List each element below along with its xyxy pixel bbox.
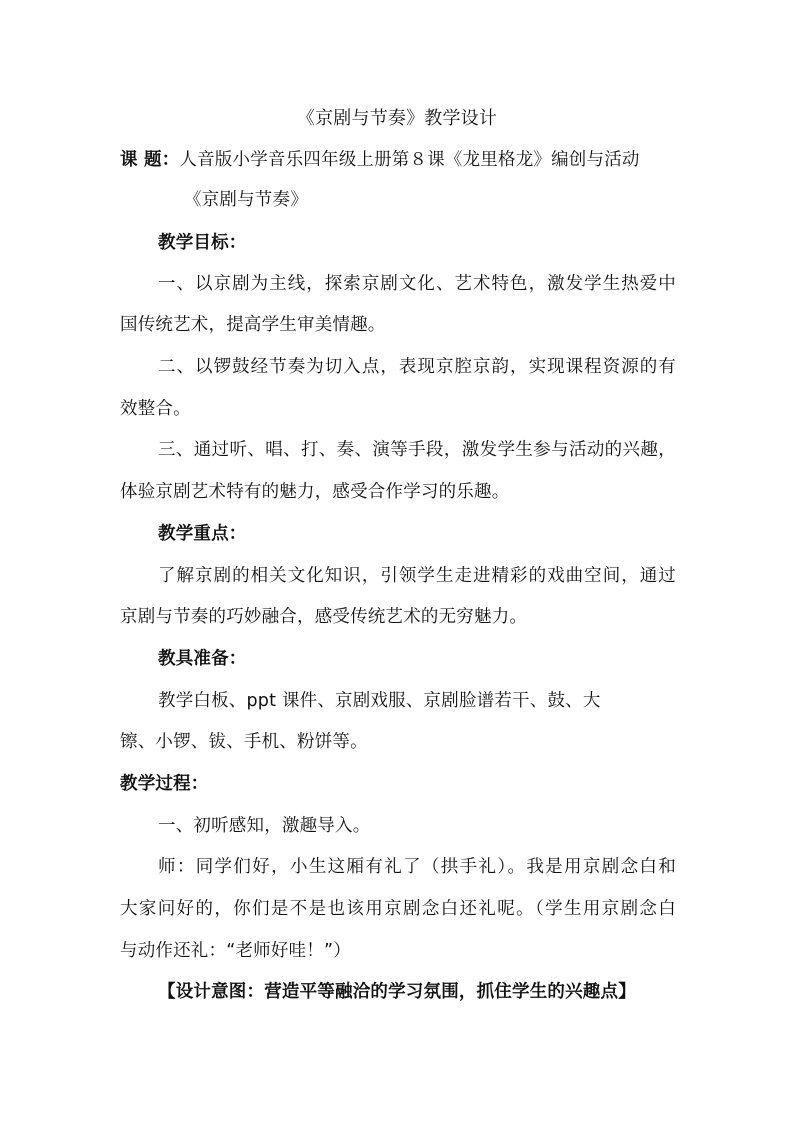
document-title: 《京剧与节奏》教学设计 (296, 108, 498, 129)
goal-3-line-2: 体验京剧艺术特有的魅力，感受合作学习的乐趣。 (120, 482, 510, 502)
goal-3-line-1: 三、通过听、唱、打、奏、演等手段，激发学生参与活动的兴趣， (158, 440, 676, 460)
goals-heading: 教学目标： (158, 233, 247, 253)
topic-text: 人音版小学音乐四年级上册第８课《龙里格龙》编创与活动 (179, 150, 640, 170)
teacher-line-3: 与动作还礼：“老师好哇！”） (120, 941, 351, 961)
teacher-line-1: 师：同学们好，小生这厢有礼了（拱手礼）。我是用京剧念白和 (158, 857, 676, 877)
topic-label: 课 题： (120, 150, 180, 170)
step-1-heading: 一、初听感知，激趣导入。 (158, 816, 371, 836)
goal-2-line-1: 二、以锣鼓经节奏为切入点，表现京腔京韵，实现课程资源的有 (158, 357, 676, 377)
key-points-heading: 教学重点： (158, 524, 247, 544)
teacher-line-2: 大家问好的，你们是不是也该用京剧念白还礼呢。（学生用京剧念白 (120, 899, 676, 919)
design-intent: 【设计意图：营造平等融洽的学习氛围，抓住学生的兴趣点】 (158, 982, 636, 1002)
tools-heading: 教具准备： (158, 649, 247, 669)
key-points-line-1: 了解京剧的相关文化知识，引领学生走进精彩的戏曲空间，通过 (158, 566, 676, 586)
tools-line-2: 镲、小锣、钹、手机、粉饼等。 (120, 732, 368, 752)
topic-line (120, 146, 640, 174)
topic-subtitle: 《京剧与节奏》 (184, 190, 308, 210)
process-heading: 教学过程： (120, 774, 209, 794)
goal-1-line-2: 国传统艺术，提高学生审美情趣。 (120, 315, 386, 335)
tools-line-1: 教学白板、ppt 课件、京剧戏服、京剧脸谱若干、鼓、大 (158, 691, 601, 711)
key-points-line-2: 京剧与节奏的巧妙融合，感受传统艺术的无穷魅力。 (120, 607, 528, 627)
goal-2-line-2: 效整合。 (120, 399, 191, 419)
goal-1-line-1: 一、以京剧为主线，探索京剧文化、艺术特色，激发学生热爱中 (158, 274, 676, 294)
